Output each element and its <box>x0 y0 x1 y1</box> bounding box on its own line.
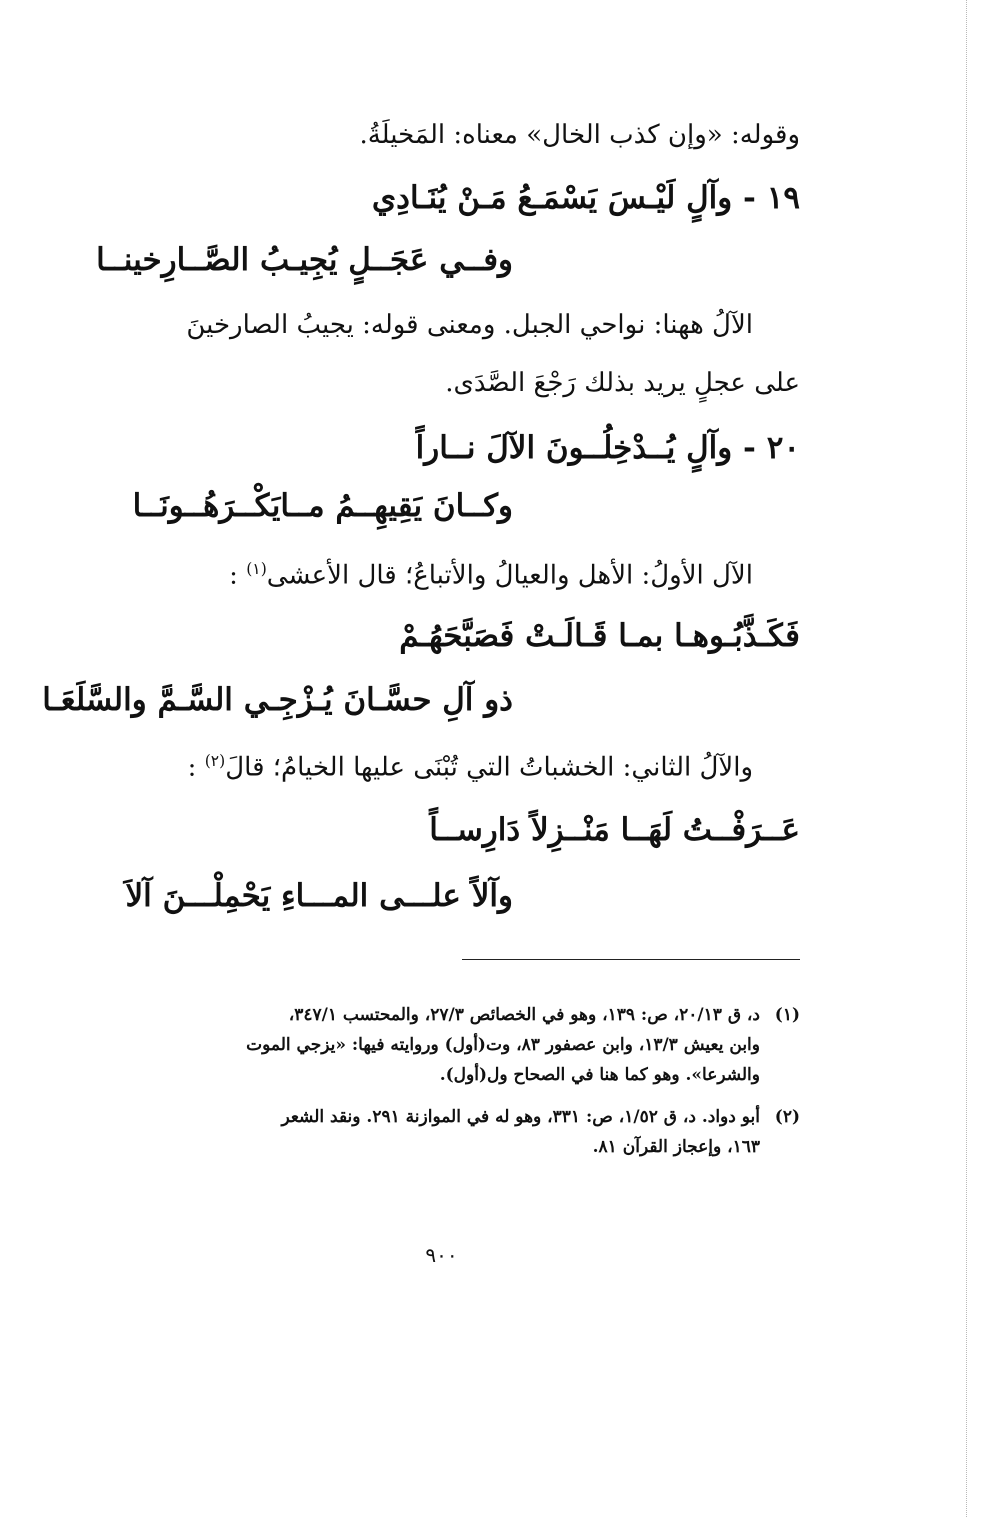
footnote-number: (٢) <box>774 1107 800 1127</box>
text-line: وقوله: «وإن كذب الخال» معناه: المَخيلَةُ. <box>359 120 800 150</box>
footnote-number: (١) <box>774 1005 800 1025</box>
verse-line: ٢٠ - وآلٍ يُــدْخِلُــونَ الآلَ نــاراً <box>415 430 800 466</box>
footnote-ref: (١) <box>246 560 267 578</box>
paragraph-text: والآلُ الثاني: الخشباتُ التي تُبْنَى عليها الخيامُ؛ قالَ <box>225 752 753 783</box>
colon: : <box>229 560 238 591</box>
footnote-line: أبو دواد. د، ق ١/٥٢، ص: ٣٣١، وهو له في الموازنة ٢٩١. ونقد الشعر <box>281 1107 760 1127</box>
verse-line: عَــرَفْــتُ لَهَــا مَنْــزِلاً دَارِســاً <box>429 812 800 848</box>
footnote-line: وابن يعيش ١٣/٣، وابن عصفور ٨٣، وت(أول) وروايته فيها: «يزجي الموت <box>246 1035 760 1055</box>
footnote-divider <box>462 959 800 960</box>
text-line: على عجلٍ يريد بذلك رَجْعَ الصَّدَى. <box>445 368 800 398</box>
verse-line: وفــي عَجَــلٍ يُجِيـبُ الصَّــارِخينــا <box>96 242 513 278</box>
verse-line: وآلاً علـــى المـــاءِ يَحْمِلْـــنَ آلاَ <box>125 878 513 914</box>
verse-line: وكــانَ يَقِيهِــمُ مــايَكْــرَهُــونَــا <box>132 488 513 524</box>
paragraph-text: الآل الأولُ: الأهل والعيالُ والأتباعُ؛ قال الأعشى <box>266 560 753 591</box>
footnote-line: والشرعا». وهو كما هنا في الصحاح ول(أول). <box>439 1065 760 1085</box>
footnote <box>281 1102 800 1162</box>
verse-line: فَكَـذَّبُـوهـا بمـا قَـالَـتْ فَصَبَّحَهُـمْ <box>399 618 800 654</box>
text-line: الآلُ ههنا: نواحي الجبل. ومعنى قوله: يجيبُ الصارخينَ <box>186 310 753 340</box>
footnote-ref: (٢) <box>204 752 226 770</box>
footnote-line: ١٦٣، وإعجاز القرآن ٨١. <box>592 1137 760 1157</box>
verse-line: ذو آلِ حسَّـانَ يُـزْجِـي السَّـمَّ والسَّلَعَـا <box>42 682 513 718</box>
page-edge <box>966 0 967 1517</box>
page-number: ٩٠٠ <box>425 1243 458 1267</box>
text-line <box>229 560 753 591</box>
verse-line: ١٩ - وآلٍ لَيْـسَ يَسْمَـعُ مَـنْ يُنَـادِي <box>371 180 800 216</box>
footnote-line: د، ق ٢٠/١٣، ص: ١٣٩، وهو في الخصائص ٢٧/٣، والمحتسب ٣٤٧/١، <box>288 1005 760 1025</box>
colon: : <box>187 752 197 783</box>
text-line <box>188 752 753 783</box>
footnote <box>246 1000 800 1090</box>
